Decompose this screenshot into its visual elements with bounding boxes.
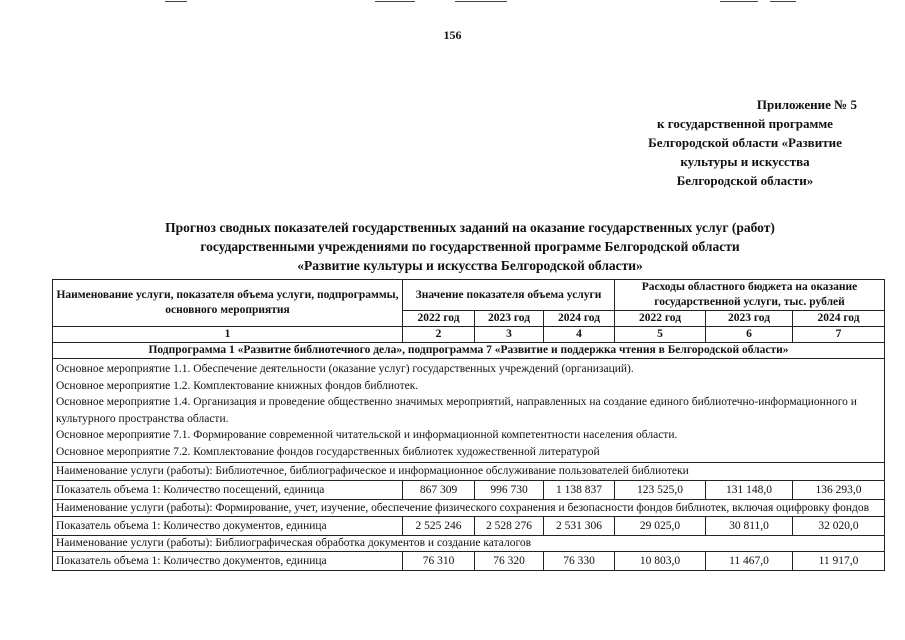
activity-item: Основное мероприятие 1.4. Организация и проведение общественно значимых мероприятий, направленных на создание единого библиотечно-информационного и культурного пространства области. <box>56 396 857 425</box>
value-cell: 32 020,0 <box>793 517 885 536</box>
value-cell: 11 917,0 <box>793 552 885 571</box>
appendix-line: к государственной программе <box>657 116 833 131</box>
value-cell: 76 310 <box>403 552 475 571</box>
header-year: 2022 год <box>403 311 475 327</box>
column-number: 2 <box>403 327 475 343</box>
value-cell: 996 730 <box>475 481 544 500</box>
header-year: 2024 год <box>793 311 885 327</box>
indicators-table <box>52 279 885 571</box>
title-line: государственными учреждениями по государственной программе Белгородской области <box>200 239 740 254</box>
header-year: 2022 год <box>615 311 706 327</box>
value-cell: 11 467,0 <box>706 552 793 571</box>
service-name-row: Наименование услуги (работы): Библиографическая обработка документов и создание каталогов <box>53 536 885 552</box>
header-budget-expenses: Расходы областного бюджета на оказание государственной услуги, тыс. рублей <box>615 280 885 311</box>
indicator-label: Показатель объема 1: Количество посещений, единица <box>53 481 403 500</box>
column-number: 6 <box>706 327 793 343</box>
scan-mark <box>455 1 507 2</box>
appendix-line: Белгородской области «Развитие <box>648 135 842 150</box>
service-name-row: Наименование услуги (работы): Библиотечное, библиографическое и информационное обслуживание пользователей библиотеки <box>53 463 885 481</box>
value-cell: 136 293,0 <box>793 481 885 500</box>
indicator-label: Показатель объема 1: Количество документов, единица <box>53 552 403 571</box>
value-cell: 2 525 246 <box>403 517 475 536</box>
scan-mark <box>165 1 187 2</box>
appendix-line: Приложение № 5 <box>756 97 857 112</box>
header-volume-values: Значение показателя объема услуги <box>403 280 615 311</box>
activities-cell <box>53 359 885 463</box>
value-cell: 1 138 837 <box>544 481 615 500</box>
activity-item: Основное мероприятие 1.1. Обеспечение деятельности (оказание услуг) государственных учреждений (организаций). <box>56 363 634 375</box>
activity-item: Основное мероприятие 7.2. Комплектование фондов государственных библиотек художественной литературой <box>56 445 600 458</box>
value-cell: 29 025,0 <box>615 517 706 536</box>
document-title <box>60 218 880 275</box>
service-name-row: Наименование услуги (работы): Формирование, учет, изучение, обеспечение физического сохранения и безопасности фондов библиотек, включая оцифровку фондов <box>53 500 885 517</box>
header-year: 2023 год <box>475 311 544 327</box>
value-cell: 76 330 <box>544 552 615 571</box>
scan-mark <box>720 1 758 2</box>
column-number: 5 <box>615 327 706 343</box>
activity-item: Основное мероприятие 1.2. Комплектование книжных фондов библиотек. <box>56 379 419 392</box>
column-number: 4 <box>544 327 615 343</box>
header-service-name: Наименование услуги, показателя объема услуги, подпрограммы, основного мероприятия <box>53 280 403 327</box>
scan-mark <box>770 1 796 2</box>
value-cell: 10 803,0 <box>615 552 706 571</box>
value-cell: 123 525,0 <box>615 481 706 500</box>
subprogram-row: Подпрограмма 1 «Развитие библиотечного дела», подпрограмма 7 «Развитие и поддержка чтения в Белгородской области» <box>53 343 885 359</box>
title-line: «Развитие культуры и искусства Белгородской области» <box>297 258 643 273</box>
appendix-block <box>625 95 865 190</box>
value-cell: 2 528 276 <box>475 517 544 536</box>
page-number: 156 <box>443 28 462 42</box>
value-cell: 30 811,0 <box>706 517 793 536</box>
value-cell: 867 309 <box>403 481 475 500</box>
title-line: Прогноз сводных показателей государственных заданий на оказание государственных услуг (работ) <box>165 220 775 235</box>
appendix-line: культуры и искусства <box>680 154 810 169</box>
column-number: 1 <box>53 327 403 343</box>
value-cell: 76 320 <box>475 552 544 571</box>
column-number: 7 <box>793 327 885 343</box>
column-number: 3 <box>475 327 544 343</box>
activity-item: Основное мероприятие 7.1. Формирование современной читательской и информационной компетентности населения области. <box>56 429 678 441</box>
scan-mark <box>375 1 415 2</box>
value-cell: 2 531 306 <box>544 517 615 536</box>
appendix-line: Белгородской области» <box>676 173 814 188</box>
header-year: 2024 год <box>544 311 615 327</box>
value-cell: 131 148,0 <box>706 481 793 500</box>
indicator-label: Показатель объема 1: Количество документов, единица <box>53 517 403 536</box>
header-year: 2023 год <box>706 311 793 327</box>
